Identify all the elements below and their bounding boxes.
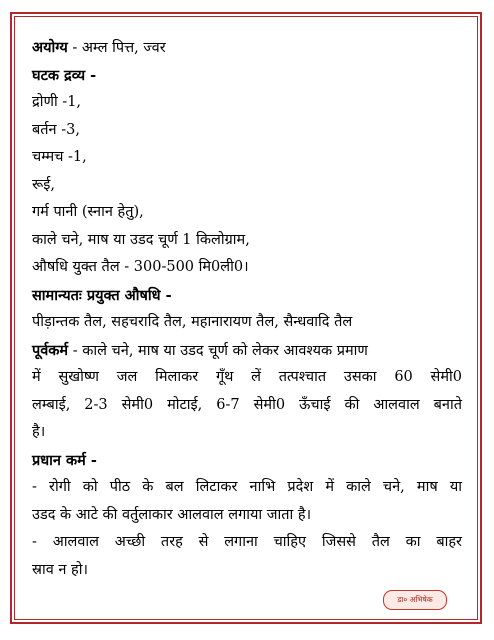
contraindication-text: - अम्ल पित्त, ज्वर xyxy=(67,40,166,56)
ingredients-heading: घटक द्रव्य - xyxy=(32,66,97,84)
paragraph-line: - आलवाल अच्छी तरह से लगाना चाहिए जिससे तैल का बाहर xyxy=(32,534,462,550)
pre-procedure-line xyxy=(32,337,462,365)
ingredient-item: चम्मच -1, xyxy=(32,149,87,165)
main-procedure-heading: प्रधान कर्म - xyxy=(32,451,97,469)
common-medicines-list: पीड़ान्तक तैल, सहचरादि तैल, महानारायण तैल, सैन्धवादि तैल xyxy=(32,314,353,330)
author-badge: डा० अभिषेक xyxy=(383,590,447,610)
pre-procedure-text: - काले चने, माष या उडद चूर्ण को लेकर आवश्यक प्रमाण xyxy=(68,342,368,359)
ingredient-item: गर्म पानी (स्नान हेतु), xyxy=(32,204,144,220)
ingredient-item: काले चने, माष या उडद चूर्ण 1 किलोग्राम, xyxy=(32,231,250,248)
ingredient-item: द्रोणी -1, xyxy=(32,94,82,110)
document-body xyxy=(32,34,462,584)
paragraph-line: उडद के आटे की वर्तुलाकार आलवाल लगाया जाता है। xyxy=(32,506,312,523)
paragraph-line: है। xyxy=(32,424,46,440)
common-medicines-heading: सामान्यतः प्रयुक्त औषधि - xyxy=(32,286,172,304)
paragraph-line: में सुखोष्ण जल मिलाकर गूँथ लें तत्पश्चात उसका 60 सेमी0 xyxy=(32,369,462,385)
ingredient-item: औषधि युक्त तैल - 300-500 मि0ली0। xyxy=(32,259,249,275)
contraindication-heading: अयोग्य xyxy=(32,39,68,56)
paragraph-line: - रोगी को पीठ के बल लिटाकर नाभि प्रदेश में काले चने, माष या xyxy=(32,479,462,495)
paragraph-line: स्राव न हो। xyxy=(32,561,88,578)
ingredient-item: बर्तन -3, xyxy=(32,121,80,138)
ingredient-item: रूई, xyxy=(32,176,55,193)
pre-procedure-heading: पूर्वकर्म xyxy=(32,341,69,359)
contraindication-line xyxy=(32,34,462,62)
paragraph-line: लम्बाई, 2-3 सेमी0 मोटाई, 6-7 सेमी0 ऊँचाई की आलवाल बनाते xyxy=(32,396,462,413)
